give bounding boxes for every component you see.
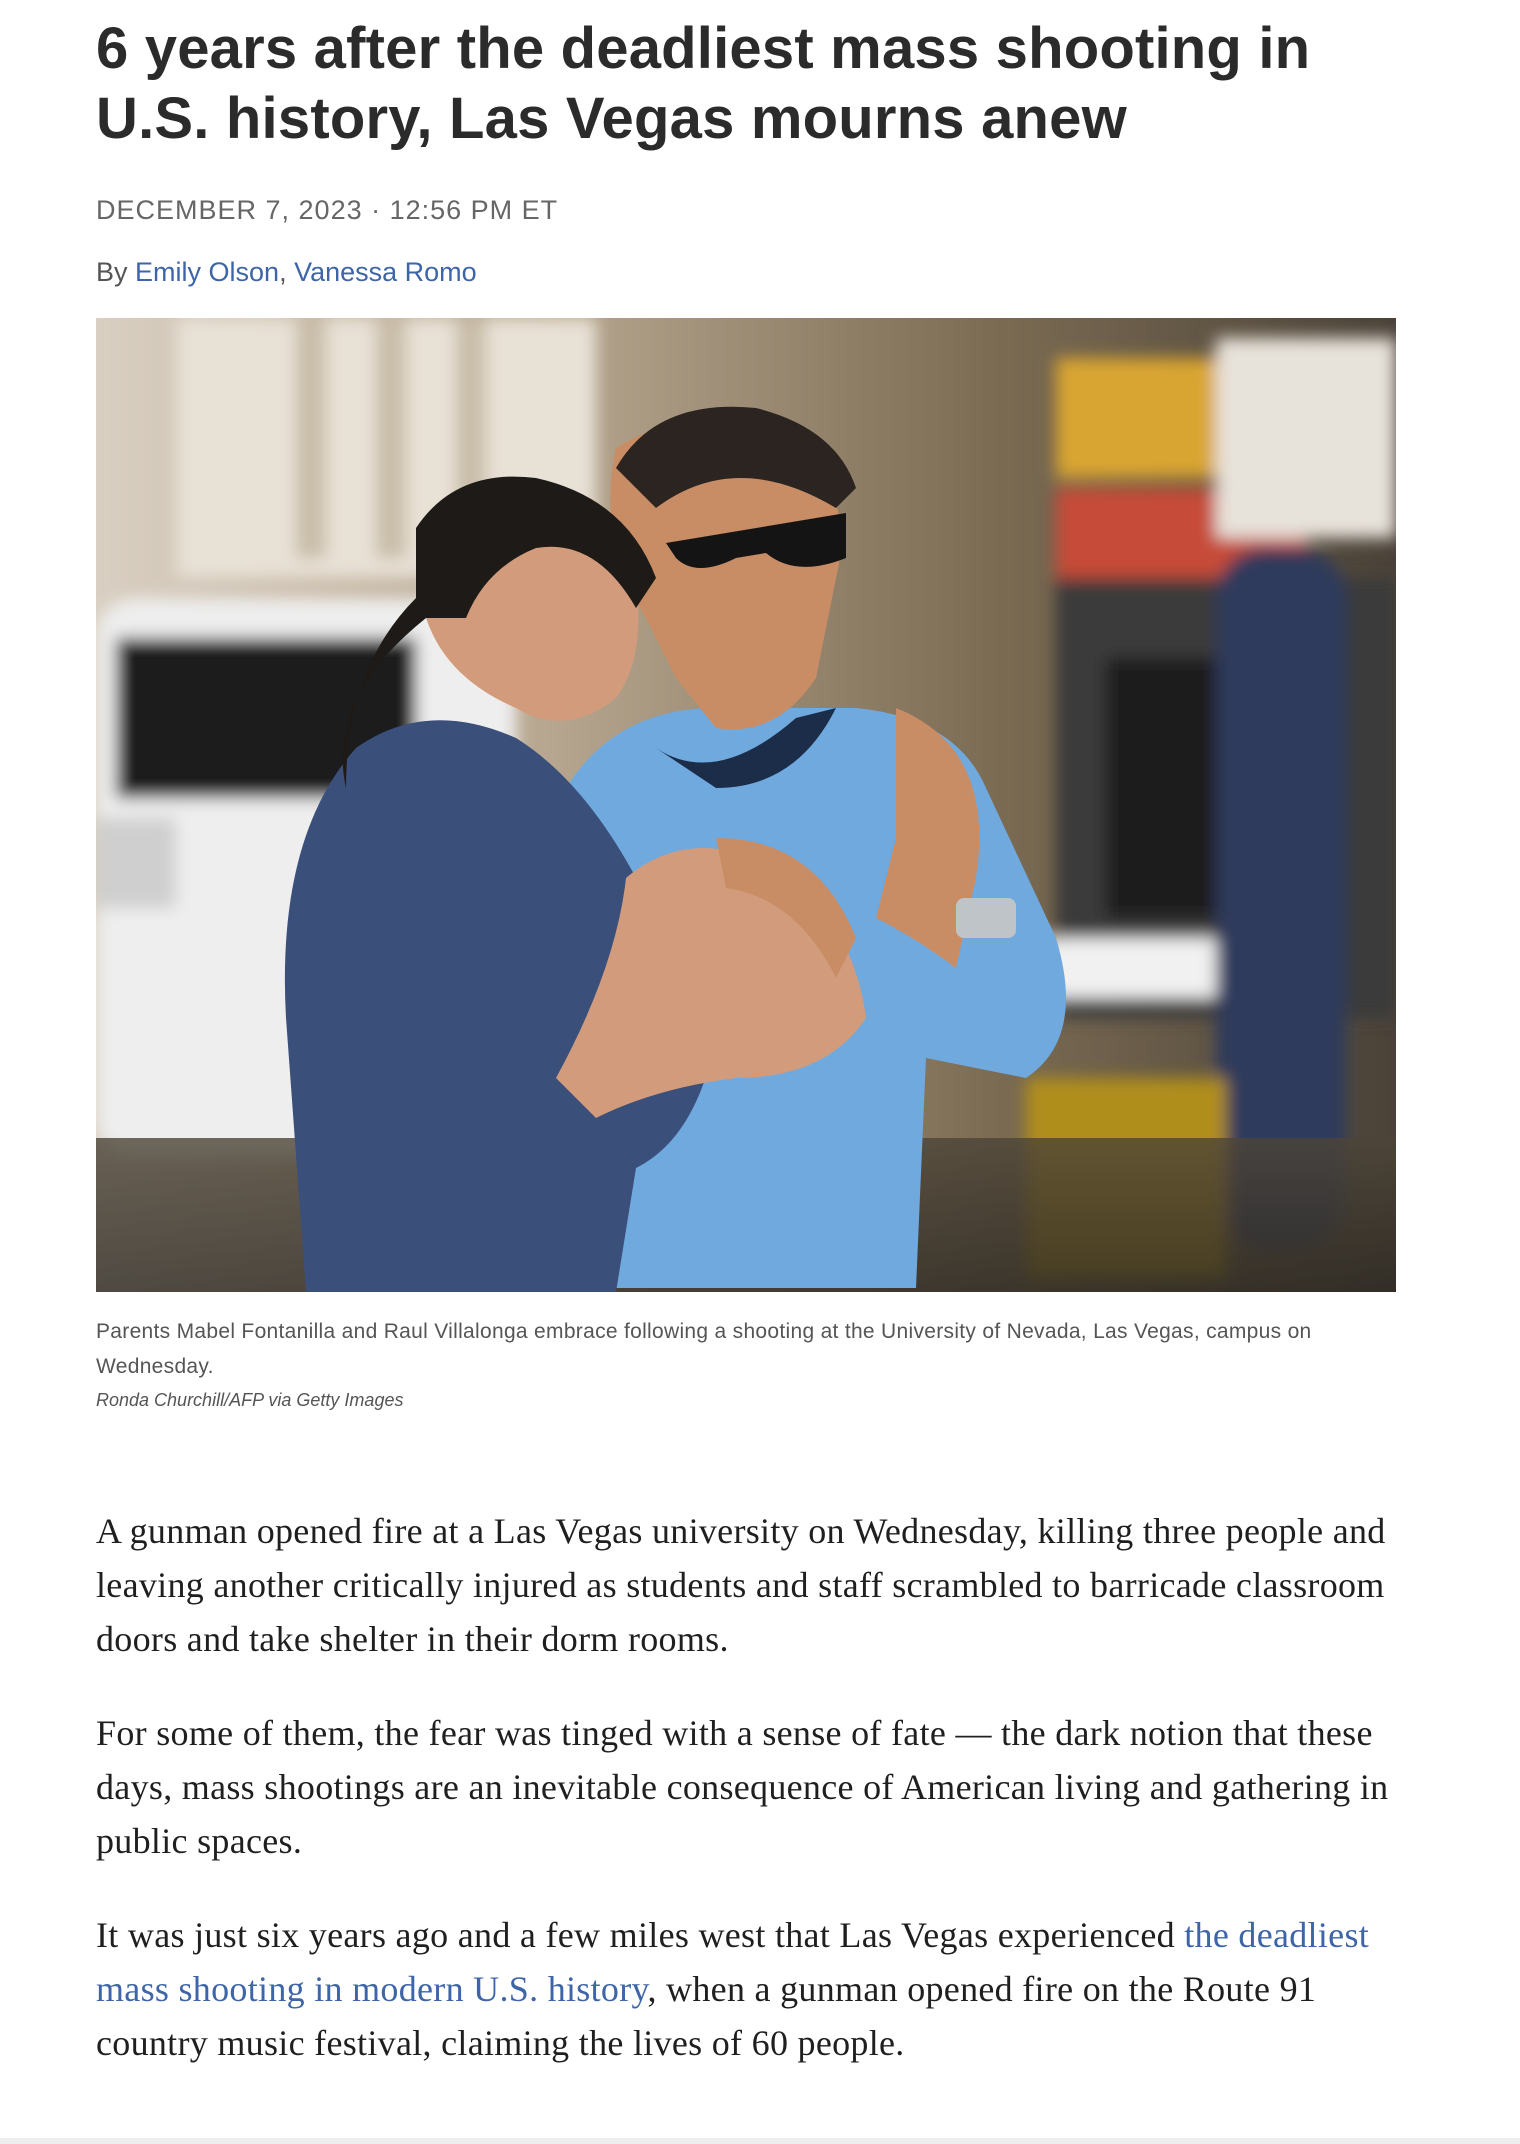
deadliest-shooting-link[interactable]: the deadliest mass shooting in modern U.S. history bbox=[96, 1915, 1370, 2009]
paragraph-3 bbox=[96, 1908, 1396, 2070]
byline bbox=[96, 256, 1396, 288]
byline-prefix: By bbox=[96, 257, 128, 287]
article-body bbox=[96, 1504, 1396, 2070]
paragraph-3-text-start: It was just six years ago and a few miles west that Las Vegas experienced bbox=[96, 1915, 1185, 1955]
byline-separator: , bbox=[279, 257, 287, 287]
paragraph-2: For some of them, the fear was tinged with a sense of fate — the dark notion that these days, mass shootings are an inevitable consequence of American living and gathering in public spaces. bbox=[96, 1713, 1389, 1861]
paragraph-1: A gunman opened fire at a Las Vegas university on Wednesday, killing three people and leaving another critically injured as students and staff scrambled to barricade classroom doors and take shelter in their dorm rooms. bbox=[96, 1511, 1386, 1659]
lead-photo bbox=[96, 318, 1396, 1292]
photo-credit: Ronda Churchill/AFP via Getty Images bbox=[96, 1390, 404, 1410]
paragraph-3-text-end: , when a gunman opened fire on the Route 91 country music festival, claiming the lives of 60 people. bbox=[96, 1969, 1317, 2063]
photo-caption: Parents Mabel Fontanilla and Raul Villalonga embrace following a shooting at the University of Nevada, Las Vegas, campus on Wednesday. bbox=[96, 1320, 1312, 1378]
page-divider bbox=[0, 2138, 1520, 2144]
author-link-emily-olson[interactable]: Emily Olson bbox=[135, 257, 280, 287]
author-link-vanessa-romo[interactable]: Vanessa Romo bbox=[294, 257, 477, 287]
headline: 6 years after the deadliest mass shooting in U.S. history, Las Vegas mourns anew bbox=[96, 16, 1311, 151]
article bbox=[96, 0, 1396, 2110]
dateline: DECEMBER 7, 2023 · 12:56 PM ET bbox=[96, 195, 559, 225]
